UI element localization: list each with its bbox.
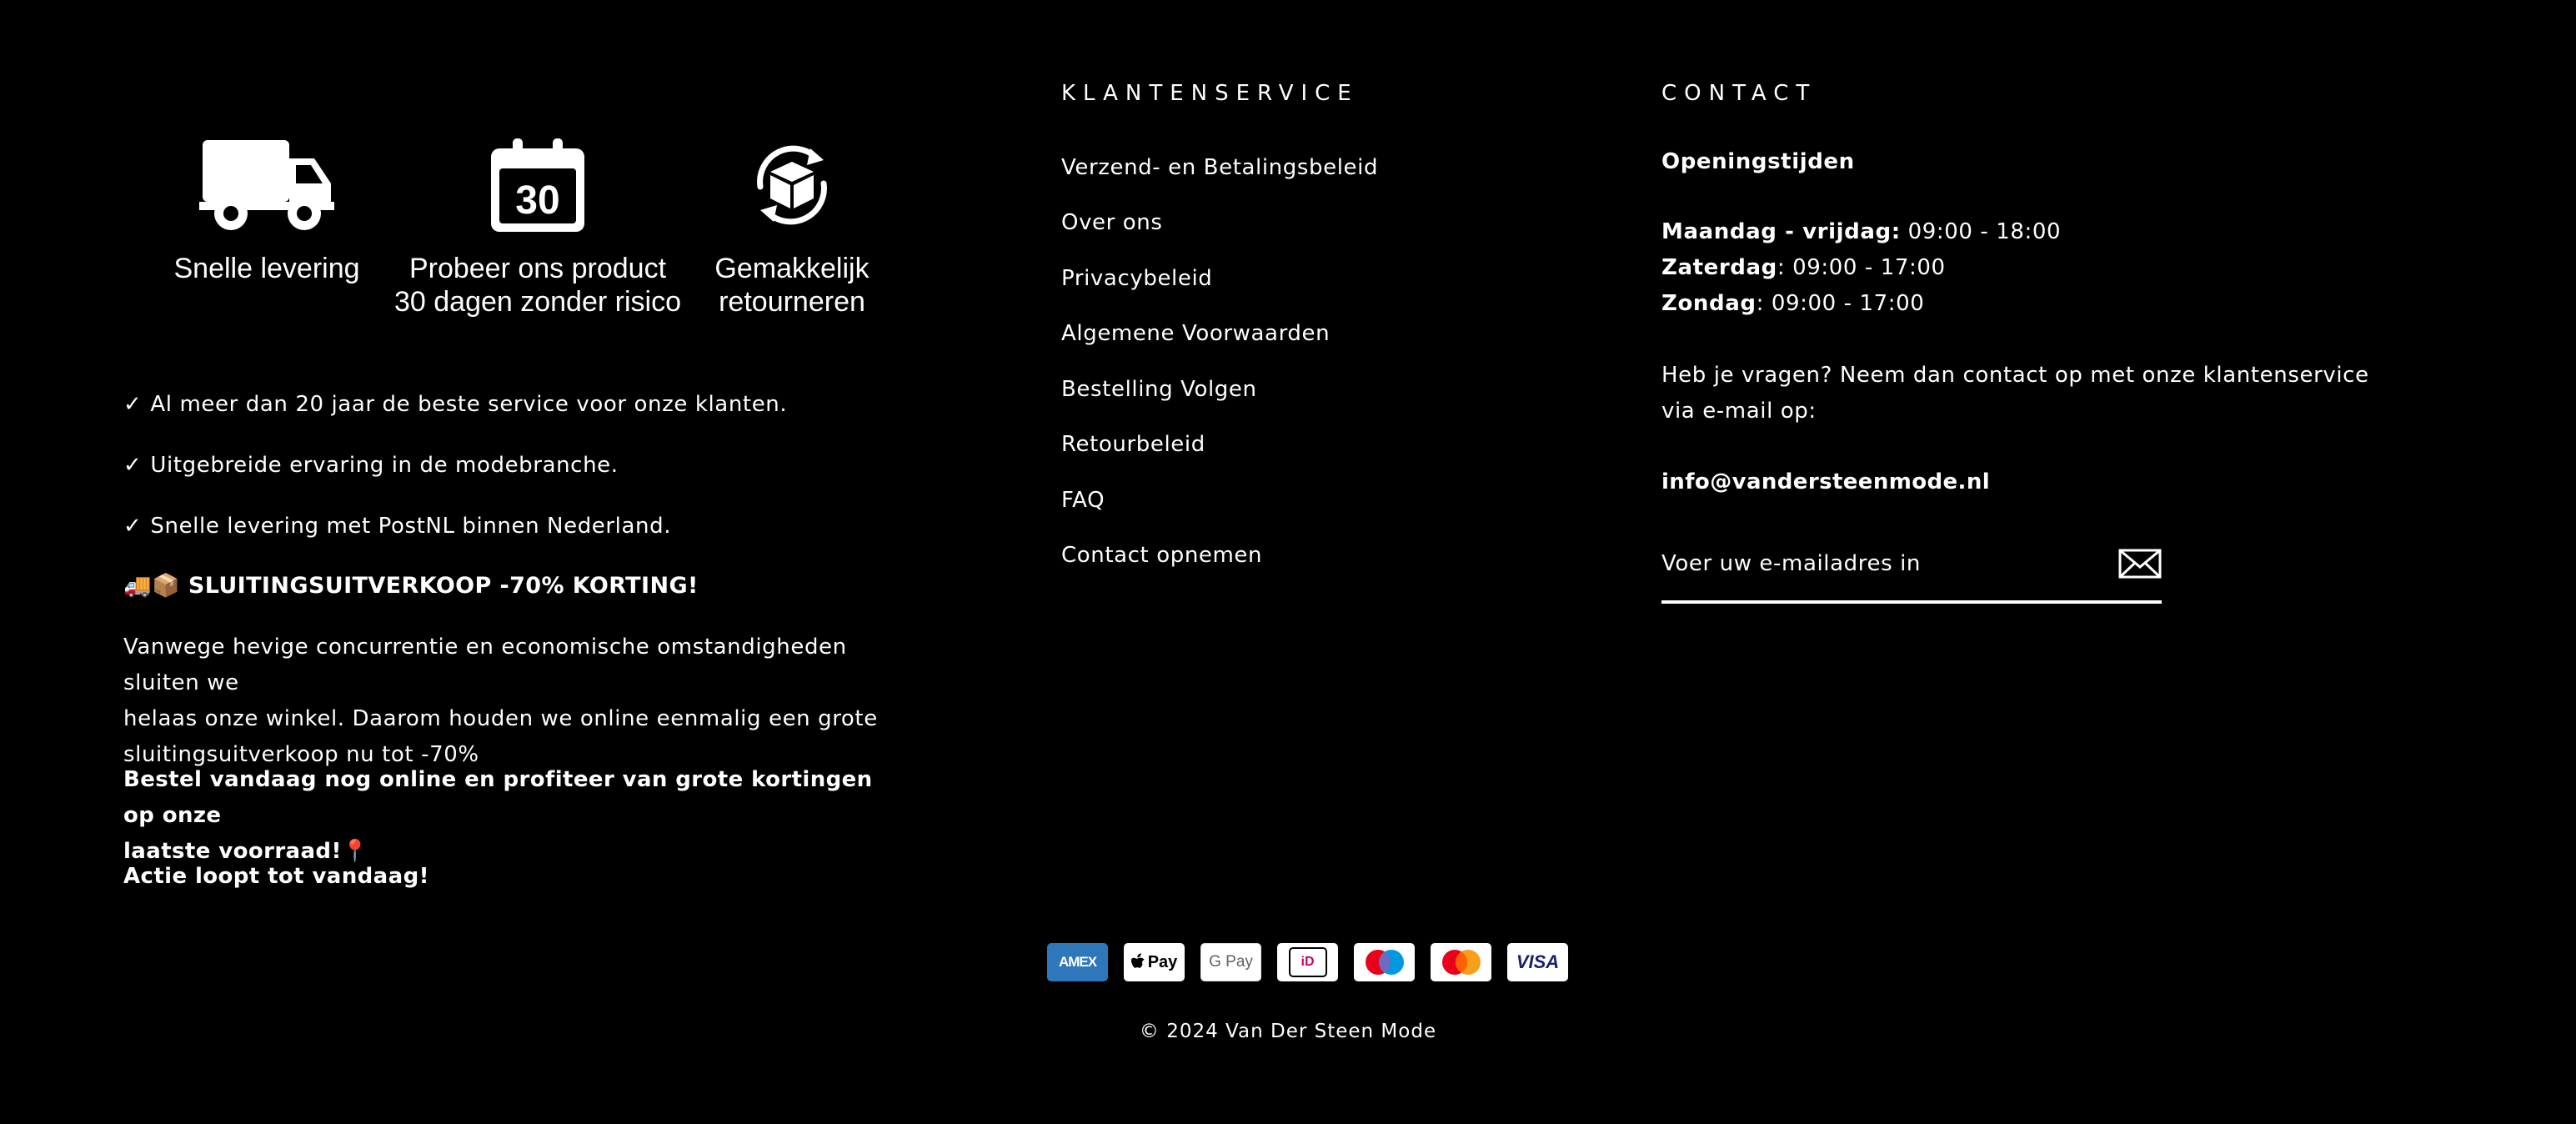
contact-question-line: via e-mail op:: [1661, 399, 1817, 424]
feature-label-line: Gemakkelijk: [714, 253, 870, 284]
ideal-label: iD: [1301, 955, 1315, 969]
calendar-30-icon: [489, 137, 586, 233]
check-icon: ✓: [123, 392, 143, 417]
apple-logo-icon: [1131, 953, 1146, 971]
sale-paragraph: [123, 630, 890, 773]
truck-box-emoji-icon: 🚚📦: [123, 573, 181, 599]
feature-label-line: 30 dagen zonder risico: [393, 286, 681, 318]
check-icon: ✓: [123, 453, 143, 478]
feature-label-line: retourneren: [719, 286, 865, 318]
visa-icon: [1507, 943, 1568, 981]
hours-time: : 09:00 - 17:00: [1777, 255, 1946, 280]
calendar-day-text: 30: [515, 178, 560, 223]
deadline-text: Actie loopt tot vandaag!: [123, 864, 429, 889]
link-faq[interactable]: FAQ: [1061, 488, 1105, 513]
hours-day: Zaterdag: [1661, 255, 1777, 280]
feature-returns: [692, 137, 892, 319]
payment-methods: [1047, 943, 1568, 981]
link-privacybeleid[interactable]: Privacybeleid: [1061, 266, 1213, 291]
hours-time: : 09:00 - 17:00: [1756, 291, 1925, 316]
link-bestelling-volgen[interactable]: Bestelling Volgen: [1061, 377, 1257, 402]
envelope-icon: [2118, 547, 2162, 580]
maestro-circles-icon: [1361, 947, 1408, 977]
contact-heading: CONTACT: [1661, 81, 1817, 106]
feature-label-line: Probeer ons product: [408, 253, 667, 284]
service-heading: KLANTENSERVICE: [1061, 81, 1359, 106]
hours-row: [1661, 219, 2061, 244]
sale-heading-text: SLUITINGSUITVERKOOP -70% KORTING!: [188, 573, 699, 599]
newsletter-form: [1661, 540, 2162, 604]
sale-heading: [123, 572, 699, 599]
maestro-icon: [1354, 943, 1415, 981]
hours-day: Maandag - vrijdag:: [1661, 219, 1901, 244]
link-retourbeleid[interactable]: Retourbeleid: [1061, 432, 1205, 457]
apple-pay-label: Pay: [1147, 952, 1178, 971]
amex-icon: [1047, 943, 1108, 981]
delivery-truck-icon: [199, 137, 334, 233]
newsletter-submit-button[interactable]: [2118, 547, 2162, 580]
check-icon: ✓: [123, 514, 143, 539]
mastercard-icon: [1431, 943, 1491, 981]
link-over-ons[interactable]: Over ons: [1061, 210, 1163, 235]
usp-text: Snelle levering met PostNL binnen Nederland.: [150, 514, 672, 539]
link-contact-opnemen[interactable]: Contact opnemen: [1061, 543, 1263, 568]
google-pay-label: G Pay: [1209, 953, 1253, 971]
ideal-icon: [1277, 943, 1338, 981]
mastercard-circles-icon: [1438, 947, 1485, 977]
contact-question-line: Heb je vragen? Neem dan contact op met onze klantenservice: [1661, 363, 2369, 388]
hours-row: [1661, 291, 1924, 316]
usp-item: [123, 453, 619, 478]
usp-text: Al meer dan 20 jaar de beste service voor onze klanten.: [150, 392, 788, 417]
usp-text: Uitgebreide ervaring in de modebranche.: [150, 453, 619, 478]
newsletter-email-input[interactable]: [1661, 540, 2095, 587]
sale-paragraph-line: sluitingsuitverkoop nu tot -70%: [123, 742, 479, 767]
apple-pay-icon: [1124, 943, 1185, 981]
usp-item: [123, 514, 671, 539]
hours-row: [1661, 255, 1946, 280]
link-algemene-voorwaarden[interactable]: Algemene Voorwaarden: [1061, 321, 1331, 346]
hours-time: 09:00 - 18:00: [1900, 219, 2062, 244]
hours-day: Zondag: [1661, 291, 1757, 316]
contact-email-link[interactable]: info@vandersteenmode.nl: [1661, 469, 1991, 494]
link-verzend-betalingsbeleid[interactable]: Verzend- en Betalingsbeleid: [1061, 155, 1379, 180]
cta-paragraph: [123, 762, 890, 870]
return-box-icon: [744, 137, 840, 233]
sale-paragraph-line: helaas onze winkel. Daarom houden we online eenmalig een grote: [123, 706, 878, 731]
amex-label: AMEX: [1058, 954, 1097, 970]
feature-trial: [392, 137, 684, 319]
feature-delivery: [158, 137, 375, 285]
feature-label-line: Snelle levering: [173, 253, 360, 284]
hours-title: [1661, 149, 1855, 174]
google-pay-icon: [1200, 943, 1261, 981]
visa-label: VISA: [1516, 951, 1560, 972]
copyright-text: © 2024 Van Der Steen Mode: [1139, 1021, 1437, 1042]
cta-line: laatste voorraad!📍: [123, 839, 369, 864]
hours-title-text: Openingstijden: [1661, 149, 1855, 174]
usp-item: [123, 392, 787, 417]
cta-line: Bestel vandaag nog online en profiteer van grote kortingen op onze: [123, 767, 873, 828]
sale-paragraph-line: Vanwege hevige concurrentie en economische omstandigheden sluiten we: [123, 635, 847, 695]
